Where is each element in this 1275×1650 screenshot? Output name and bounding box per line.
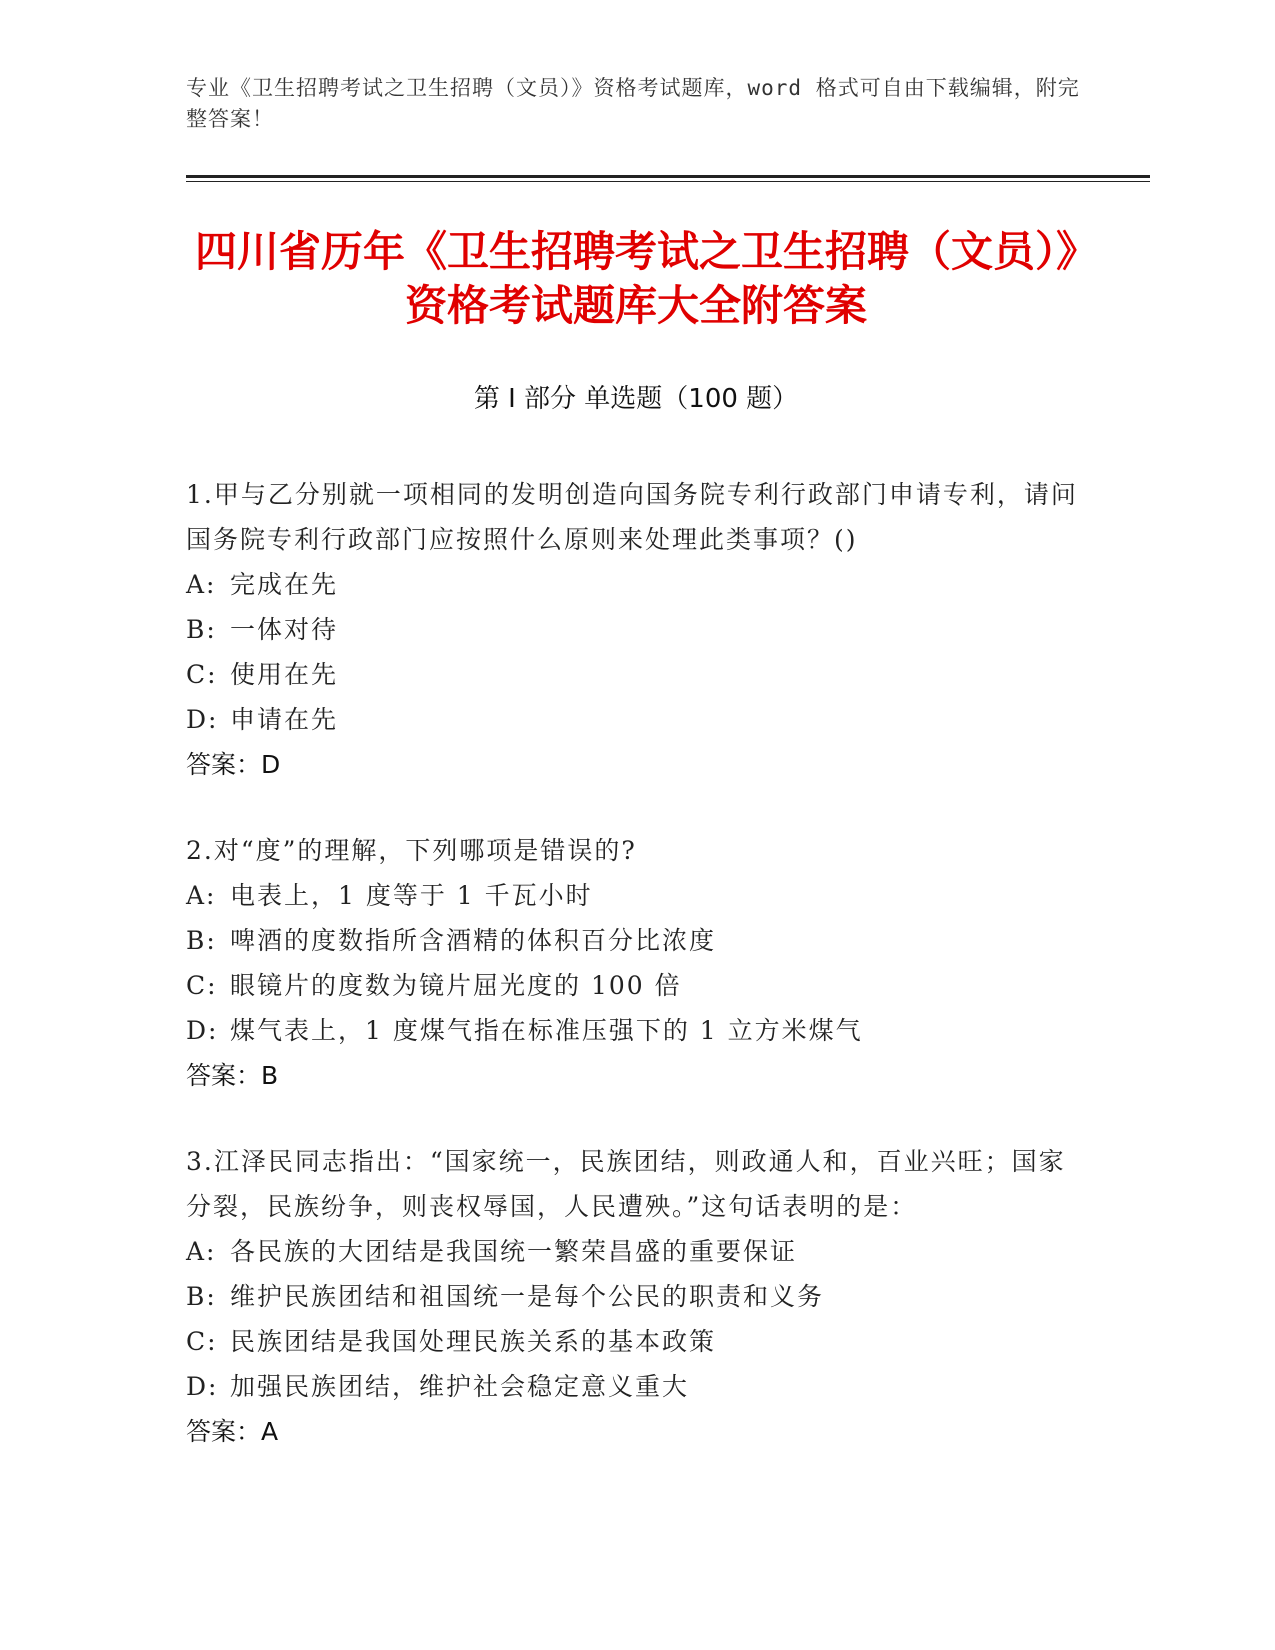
option-text: 电表上，1 度等于 1 千瓦小时	[230, 881, 593, 910]
option-key: B:	[186, 615, 217, 644]
header-note: 专业《卫生招聘考试之卫生招聘（文员）》资格考试题库，word 格式可自由下载编辑，附完整答案！	[186, 76, 1080, 131]
answer-line: 答案：B	[186, 1061, 279, 1090]
option-d	[186, 1008, 1086, 1053]
option-key: D:	[186, 1372, 219, 1401]
option-b	[186, 1274, 1086, 1319]
option-text: 申请在先	[230, 705, 339, 734]
option-d	[186, 697, 1086, 742]
option-text: 民族团结是我国处理民族关系的基本政策	[230, 1327, 717, 1356]
document-title: 四川省历年《卫生招聘考试之卫生招聘（文员）》资格考试题库大全附答案	[194, 227, 1077, 330]
option-key: A:	[186, 1237, 217, 1266]
question-1	[186, 472, 1086, 787]
option-key: C:	[186, 1327, 218, 1356]
option-a	[186, 873, 1086, 918]
option-c	[186, 652, 1086, 697]
question-3	[186, 1139, 1086, 1454]
option-text: 煤气表上，1 度煤气指在标准压强下的 1 立方米煤气	[230, 1016, 863, 1045]
option-c	[186, 1319, 1086, 1364]
option-key: B:	[186, 1282, 217, 1311]
option-key: D:	[186, 705, 219, 734]
question-list	[186, 472, 1086, 1495]
option-d	[186, 1364, 1086, 1409]
option-text: 维护民族团结和祖国统一是每个公民的职责和义务	[230, 1282, 825, 1311]
option-key: C:	[186, 660, 218, 689]
option-key: D:	[186, 1016, 219, 1045]
option-key: A:	[186, 570, 217, 599]
question-stem: 3.江泽民同志指出：“国家统一，民族团结，则政通人和，百业兴旺；国家分裂，民族纷争，则丧权辱国，人民遭殃。”这句话表明的是：	[186, 1147, 1066, 1221]
option-b	[186, 918, 1086, 963]
option-key: A:	[186, 881, 217, 910]
header-divider-thin	[186, 181, 1150, 182]
option-text: 眼镜片的度数为镜片屈光度的 100 倍	[230, 971, 682, 1000]
answer-line: 答案：A	[186, 1417, 279, 1446]
option-key: B:	[186, 926, 217, 955]
header-divider-thick	[186, 175, 1150, 178]
question-stem: 2.对“度”的理解，下列哪项是错误的?	[186, 836, 637, 865]
answer-line: 答案：D	[186, 750, 281, 779]
question-stem: 1.甲与乙分别就一项相同的发明创造向国务院专利行政部门申请专利，请问国务院专利行政部门应按照什么原则来处理此类事项？()	[186, 480, 1078, 554]
option-text: 一体对待	[230, 615, 339, 644]
option-a	[186, 562, 1086, 607]
option-text: 啤酒的度数指所含酒精的体积百分比浓度	[230, 926, 717, 955]
question-2	[186, 828, 1086, 1098]
option-key: C:	[186, 971, 218, 1000]
option-c	[186, 963, 1086, 1008]
option-text: 使用在先	[230, 660, 339, 689]
option-b	[186, 607, 1086, 652]
section-title: 第 I 部分 单选题（100 题）	[473, 384, 799, 414]
option-text: 完成在先	[230, 570, 339, 599]
option-text: 加强民族团结，维护社会稳定意义重大	[230, 1372, 690, 1401]
option-text: 各民族的大团结是我国统一繁荣昌盛的重要保证	[230, 1237, 798, 1266]
option-a	[186, 1229, 1086, 1274]
